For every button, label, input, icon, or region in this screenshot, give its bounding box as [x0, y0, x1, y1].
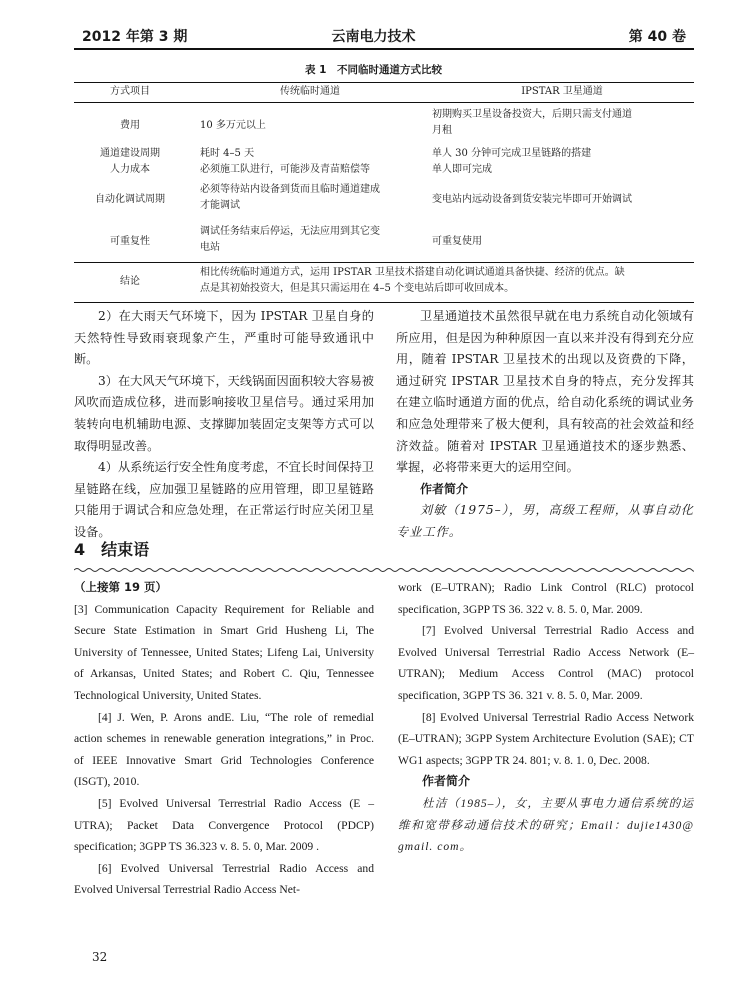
table-cell-item: 费用: [120, 120, 140, 131]
table-title: 表 1 不同临时通道方式比较: [305, 64, 442, 76]
table-top-rule: [74, 82, 694, 83]
section-heading: 4 结束语: [74, 540, 150, 559]
table-cell-ipstar: 变电站内远动设备到货安装完毕即可开始调试: [432, 194, 632, 205]
table-cell-traditional: 10 多万元以上: [200, 120, 266, 131]
reference-item: [7] Evolved Universal Terrestrial Radio Access and Evolved Universal Terrestrial Radio Access Network (E–UTRAN); Medium Access Control (MAC) protocol specification, 3GPP TS 36. 321 v. 8. 5. 0, Mar. 2009.: [398, 624, 694, 702]
table-header-rule: [74, 102, 694, 103]
paragraph: 2）在大雨天气环境下，因为 IPSTAR 卫星自身的天然特性导致雨衰现象产生，严重时可能导致通讯中断。: [74, 309, 374, 367]
table-cell-item: 通道建设周期 人力成本: [100, 148, 160, 175]
journal-issue: 2012 年第 3 期: [82, 29, 188, 45]
right-column: [396, 306, 694, 544]
reference-item: [6] Evolved Universal Terrestrial Radio Access and Evolved Universal Terrestrial Radio Access Net-: [74, 861, 374, 897]
page-number: 32: [92, 950, 108, 964]
table-header-item: 方式项目: [110, 86, 150, 97]
table-cell-item: 可重复性: [110, 236, 150, 247]
table-cell-traditional: 必须等待站内设备到货而且临时通道建成 才能调试: [200, 184, 380, 211]
paragraph: 卫星通道技术虽然很早就在电力系统自动化领域有所应用，但是因为种种原因一直以来并没有得到充分应用，随着 IPSTAR 卫星技术的出现以及资费的下降，通过研究 IPSTAR 卫星技术自身的特点，充分发挥其在建立临时通道方面的优点，给自动化系统的调试业务和应急处理带来了极大便利，具有较高的社会效益和经济效益。随着对 IPSTAR 卫星通道技术的逐步熟悉、掌握，必将带来更大的运用空间。: [396, 309, 694, 475]
table-conclusion-text: 相比传统临时通道方式，运用 IPSTAR 卫星技术搭建自动化调试通道具备快捷、经济的优点。缺 点是其初始投资大，但是其只需运用在 4–5 个变电站后即可收回成本。: [200, 267, 625, 294]
reference-item: [3] Communication Capacity Requirement for Reliable and Secure State Estimation in Smart Grid Husheng Li, The University of Tennessee, United States; Lifeng Lai, University of Arkansas, United States; and Robert C. Qiu, Tennessee Technological University, United States.: [74, 602, 374, 702]
table-cell-ipstar: 单人 30 分钟可完成卫星链路的搭建 单人即可完成: [432, 148, 592, 175]
table-conclusion-rule: [74, 262, 694, 263]
table-cell-ipstar: 初期购买卫星设备投资大，后期只需支付通道 月租: [432, 109, 632, 136]
author-bio: 杜洁（1985–），女，主要从事电力通信系统的运维和宽带移动通信技术的研究；Email：dujie1430@ gmail. com。: [398, 796, 694, 854]
journal-title: 云南电力技术: [331, 29, 416, 45]
table-cell-item: 自动化调试周期: [95, 194, 165, 205]
journal-volume: 第 40 卷: [628, 29, 686, 45]
references-right: [398, 577, 694, 858]
paragraph: 3）在大风天气环境下，天线锅面因面积较大容易被风吹而造成位移，进而影响接收卫星信号。通过采用加装转向电机辅助电源、支撑脚加装固定支架等方式可以取得明显改善。: [74, 373, 374, 453]
table-bottom-rule: [74, 302, 694, 303]
table-cell-ipstar: 可重复使用: [432, 236, 482, 247]
paragraph: 4）从系统运行安全性角度考虑，不宜长时间保持卫星链路在线，应加强卫星链路的应用管理，即卫星链路只能用于调试合和应急处理，在正常运行时应关闭卫星设备。: [74, 460, 374, 539]
table-header-ipstar: IPSTAR 卫星通道: [521, 86, 603, 97]
author-heading: 作者简介: [422, 774, 471, 789]
reference-item: [5] Evolved Universal Terrestrial Radio Access (E – UTRA); Packet Data Convergence Protocol (PDCP) specification; 3GPP TS 36.323 v. 8. 5. 0, Mar. 2009 .: [74, 796, 374, 854]
author-heading: 作者简介: [420, 481, 469, 496]
wavy-separator: [74, 567, 694, 573]
author-bio: 刘敏（1975–），男，高级工程师，从事自动化专业工作。: [396, 503, 694, 539]
table-cell-traditional: 调试任务结束后停运，无法应用到其它变 电站: [200, 226, 380, 253]
table-cell-traditional: 耗时 4–5 天 必须施工队进行，可能涉及青苗赔偿等: [200, 148, 370, 175]
reference-item: work (E–UTRAN); Radio Link Control (RLC) protocol specification, 3GPP TS 36. 322 v. 8. 5. 0, Mar. 2009.: [398, 581, 694, 616]
reference-item: [8] Evolved Universal Terrestrial Radio Access Network (E–UTRAN); 3GPP System Architecture Evolution (SAE); CT WG1 aspects; 3GPP TR 24. 801; v. 8. 1. 0, Dec. 2008.: [398, 710, 694, 767]
header-rule: [74, 48, 694, 50]
table-conclusion-label: 结论: [120, 276, 140, 287]
references-left: [74, 577, 374, 901]
left-column: [74, 306, 374, 544]
continued-note: （上接第 19 页）: [74, 580, 168, 594]
reference-item: [4] J. Wen, P. Arons andE. Liu, “The role of remedial action schemes in renewable generation integrations,” in Proc. of IEEE Innovative Smart Grid Technologies Conference (ISGT), 2010.: [74, 710, 374, 789]
table-header-traditional: 传统临时通道: [280, 86, 340, 97]
